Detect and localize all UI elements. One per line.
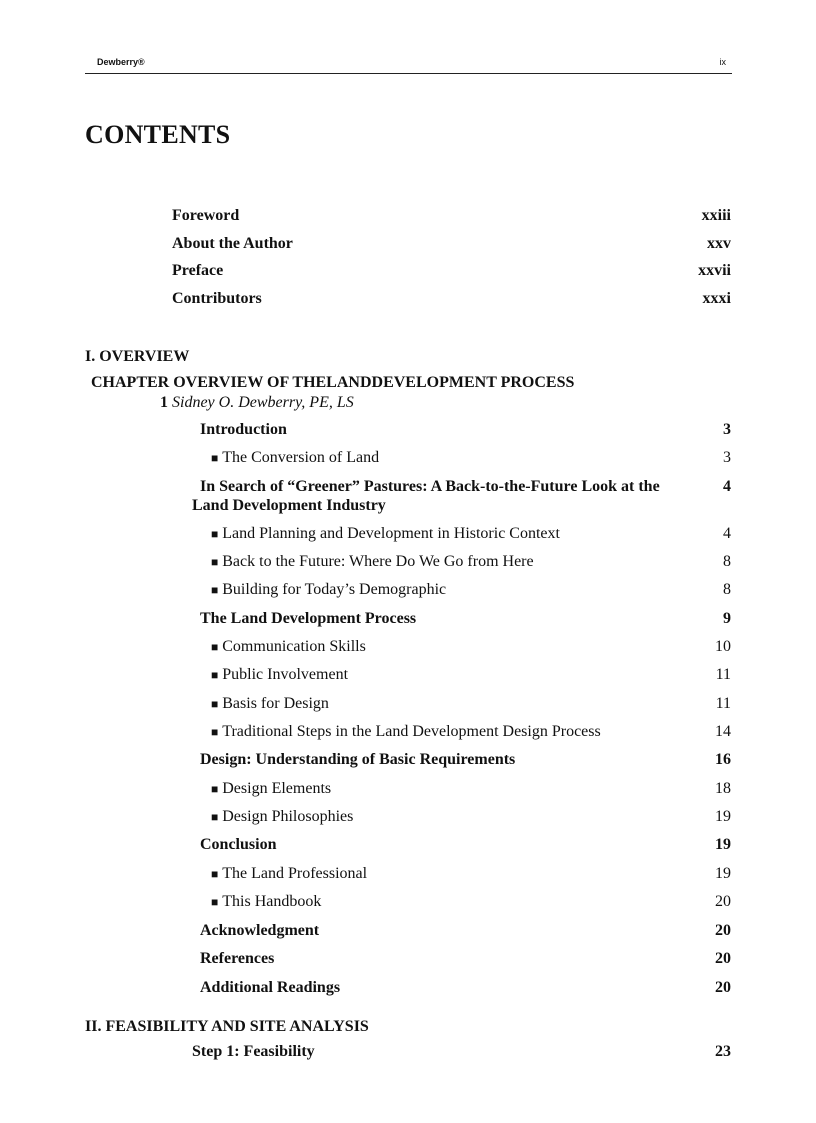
toc-section-greener-pastures[interactable]: In Search of “Greener” Pastures: A Back-to-the-Future Look at the [200,478,660,495]
toc-section-references[interactable]: References [200,950,275,967]
toc-page-about-author: xxv [707,235,731,252]
bullet-icon: ■ [211,867,219,881]
toc-page: 4 [723,525,731,542]
toc-subsection[interactable]: ■ Design Philosophies [211,808,354,825]
bullet-icon: ■ [211,640,219,654]
bullet-icon: ■ [211,895,219,909]
bullet-icon: ■ [211,555,219,569]
bullet-icon: ■ [211,451,219,465]
bullet-icon: ■ [211,725,219,739]
header-rule [85,73,732,74]
toc-section-land-dev-process[interactable]: The Land Development Process [200,610,417,627]
toc-section-introduction[interactable]: Introduction [200,421,287,438]
bullet-icon: ■ [211,527,219,541]
toc-page: 20 [715,979,731,996]
page-title: CONTENTS [85,120,231,149]
toc-section-acknowledgment[interactable]: Acknowledgment [200,922,320,939]
bullet-icon: ■ [211,810,219,824]
toc-subsection[interactable]: ■ The Land Professional [211,865,368,882]
toc-page: 19 [715,808,731,825]
toc-section-additional-readings[interactable]: Additional Readings [200,979,341,996]
toc-page: 19 [715,865,731,882]
toc-subsection[interactable]: ■ This Handbook [211,893,322,910]
toc-page: 18 [715,780,731,797]
toc-page: 11 [715,695,731,712]
toc-page: 20 [715,950,731,967]
toc-subsection[interactable]: ■ The Conversion of Land [211,449,380,466]
toc-page: 3 [723,449,731,466]
toc-page: 23 [715,1043,731,1060]
toc-page: 3 [723,421,731,438]
toc-subsection[interactable]: ■ Design Elements [211,780,332,797]
toc-entry-contributors[interactable]: Contributors [172,290,262,307]
chapter-byline [160,393,354,412]
toc-page: 16 [715,751,731,768]
toc-entry-about-author[interactable]: About the Author [172,235,293,252]
toc-page: 9 [723,610,731,627]
bullet-icon: ■ [211,782,219,796]
toc-page: 4 [723,478,731,495]
toc-section-design[interactable]: Design: Understanding of Basic Requirements [200,751,516,768]
toc-page: 19 [715,836,731,853]
toc-subsection[interactable]: ■ Building for Today’s Demographic [211,581,447,598]
part-heading: II. FEASIBILITY AND SITE ANALYSIS [85,1018,369,1035]
toc-subsection[interactable]: ■ Traditional Steps in the Land Development Design Process [211,723,601,740]
toc-page: 20 [715,922,731,939]
toc-entry-foreword[interactable]: Foreword [172,207,240,224]
toc-page-contributors: xxxi [702,290,731,307]
toc-page: 10 [715,638,731,655]
toc-page: 8 [723,553,731,570]
bullet-icon: ■ [211,583,219,597]
toc-subsection[interactable]: ■ Communication Skills [211,638,366,655]
toc-page-foreword: xxiii [701,207,731,224]
toc-section-conclusion[interactable]: Conclusion [200,836,277,853]
toc-page: 11 [715,666,731,683]
chapter-title[interactable]: CHAPTER OVERVIEW OF THELANDDEVELOPMENT PROCESS [91,374,575,391]
toc-page: 14 [715,723,731,740]
toc-step-feasibility[interactable]: Step 1: Feasibility [192,1043,315,1060]
toc-subsection[interactable]: ■ Public Involvement [211,666,349,683]
toc-subsection[interactable]: ■ Land Planning and Development in Historic Context [211,525,560,542]
toc-subsection[interactable]: ■ Back to the Future: Where Do We Go from Here [211,553,534,570]
bullet-icon: ■ [211,668,219,682]
running-header-page-number: ix [719,57,726,67]
chapter-author: Sidney O. Dewberry, PE, LS [172,394,354,411]
running-header-title: Dewberry® [97,57,145,67]
toc-page-preface: xxvii [698,262,731,279]
toc-page: 8 [723,581,731,598]
toc-section-greener-pastures-cont[interactable]: Land Development Industry [192,497,386,514]
part-heading: I. OVERVIEW [85,348,190,365]
toc-entry-preface[interactable]: Preface [172,262,224,279]
chapter-number: 1 [160,394,168,411]
bullet-icon: ■ [211,697,219,711]
toc-page: 20 [715,893,731,910]
toc-subsection[interactable]: ■ Basis for Design [211,695,329,712]
